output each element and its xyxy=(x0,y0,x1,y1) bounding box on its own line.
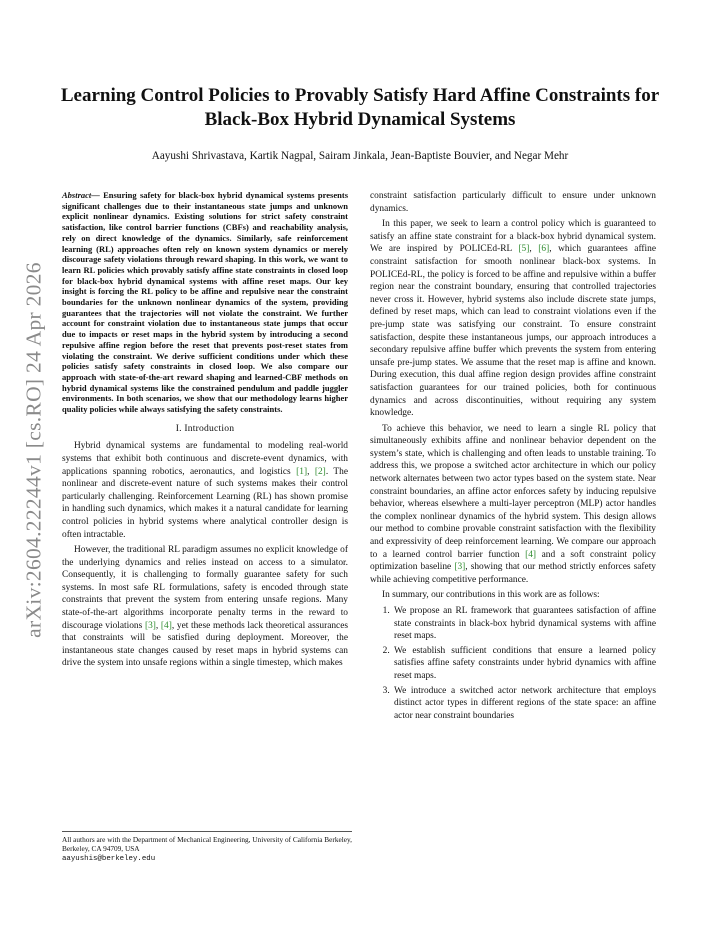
section-heading-introduction: I. Introduction xyxy=(175,422,235,434)
abstract-label: Abstract xyxy=(62,190,92,200)
citation-link[interactable]: [5] xyxy=(518,244,530,255)
abstract xyxy=(62,190,348,415)
paper-title: Learning Control Policies to Provably Satisfy Hard Affine Constraints for Black-Box Hybrid Dynamical Systems xyxy=(60,85,660,130)
contribution-item: 2. We establish sufficient conditions that ensure a learned policy satisfies affine safety constraints under hybrid dynamics with affine reset maps. xyxy=(392,645,656,683)
abstract-text: — Ensuring safety for black-box hybrid dynamical systems presents significant challenges due to their instantaneous state jumps and unknown explicit nonlinear dynamics. Existing solutions for strict safety constraint satisfaction, like control barrier functions (CBFs) and reachability analysis, rely on direct knowledge of the dynamics. Similarly, safe reinforcement learning (RL) approaches often rely on known system dynamics or merely discourage safety violations through reward shaping. In this work, we want to learn RL policies which provably satisfy affine state constraints in closed loop for black-box hybrid dynamical systems with affine reset maps. Our key insight is forcing the RL policy to be affine and repulsive near the constraint boundaries for the unknown nonlinear dynamics of the system, providing guarantees that the trajectories will not violate the constraint. We further account for constraint violation due to instantaneous state jumps that occur due to impacts or reset maps in the hybrid system by introducing a second repulsive affine region before the reset that prevents post-reset states from violating the constraint. We derive sufficient conditions under which these policies satisfy safety constraints in closed loop. We also compare our approach with state-of-the-art reward shaping and learned-CBF methods on hybrid dynamical systems like the constrained pendulum and paddle juggler environments. In both scenarios, we show that our methodology learns higher quality policies while always satisfying the safety constraints. xyxy=(62,190,348,415)
arxiv-identifier xyxy=(14,250,54,650)
citation-link[interactable]: [3] xyxy=(144,620,156,631)
contribution-item: 1. We propose an RL framework that guarantees satisfaction of affine state constraints in black-box hybrid dynamical systems with affine reset maps. xyxy=(392,605,656,643)
intro-paragraph-5: In summary, our contributions in this work are as follows: xyxy=(382,590,600,601)
citation-link[interactable]: [2] xyxy=(314,466,326,477)
footnote xyxy=(62,831,352,864)
left-column xyxy=(62,190,348,673)
contribution-item: 3. We introduce a switched actor network architecture that employs distinct actor types in different regions of the state space: an affine actor near constraint boundaries xyxy=(392,685,656,723)
author-email[interactable]: aayushis@berkeley.edu xyxy=(62,855,156,863)
intro-paragraph-2-continued: constraint satisfaction particularly difficult to ensure under unknown dynamics. xyxy=(370,191,656,214)
intro-paragraph-3: In this paper, we seek to learn a control policy which is guaranteed to satisfy an affine state constraint for a black-box hybrid dynamical system. We are inspired by POLICEd-RL [5], [6], which guarantees affine constraint satisfaction for smooth nonlinear black-box systems. In POLICEd-RL, the policy is forced to be affine and repulsive within a buffer region near the constraint boundary, ensuring that controlled trajectories never cross it. However, hybrid systems also include discrete state jumps, defined by reset maps, which can lead to constraint violations even if the pre-jump state was satisfying our constraint. To ensure constraint satisfaction, despite these instantaneous jumps, our approach introduces a secondary repulsive affine buffer which prevents the system from entering unsafe pre-jump states. We assume that the reset map is affine and known. During execution, this dual affine region design provides affine constraint satisfaction guarantees for our trained policies, both for continuous dynamics and across discontinuities, without requiring any system knowledge. xyxy=(370,219,656,419)
intro-paragraph-4: To achieve this behavior, we need to learn a single RL policy that simultaneously exhibits affine and nonlinear behavior dependent on the system’s state, which is challenging and often leads to unstable training. To address this, we propose a switched actor architecture in which our policy network alternates between two actor types based on the system state. Near constraint boundaries, an affine actor enforces safety by inducing repulsive behavior, whereas elsewhere a multi-layer perceptron (MLP) actor handles the complex nonlinear dynamics of the hybrid system. This design allows our method to combine provable constraint satisfaction with the flexibility and expressivity of deep reinforcement learning. We compare our approach to a learned control barrier function [4] and a soft constraint policy optimization baseline [3], showing that our method strictly enforces safety while achieving competitive performance. xyxy=(370,423,656,585)
arxiv-id-text: arXiv:2604.22244v1 [cs.RO] 24 Apr 2026 xyxy=(21,262,46,638)
citation-link[interactable]: [4] xyxy=(525,549,537,560)
citation-link[interactable]: [4] xyxy=(160,620,172,631)
affiliation-text: All authors are with the Department of Mechanical Engineering, University of California Berkeley, Berkeley, CA 94709, USA xyxy=(62,835,352,853)
citation-link[interactable]: [6] xyxy=(538,244,550,255)
author-list: Aayushi Shrivastava, Kartik Nagpal, Sairam Jinkala, Jean-Baptiste Bouvier, and Negar Mehr xyxy=(151,150,569,162)
citation-link[interactable]: [3] xyxy=(454,562,466,573)
contributions-list xyxy=(370,605,656,722)
citation-link[interactable]: [1] xyxy=(296,466,308,477)
right-column xyxy=(370,190,656,724)
intro-paragraph-1: Hybrid dynamical systems are fundamental to modeling real-world systems that exhibit both continuous and discrete-event dynamics, with applications spanning robotics, aeronautics, and logistics [1], [2]. The nonlinear and discrete-event nature of such systems makes their control particularly challenging. Reinforcement Learning (RL) has shown promise in handling such dynamics, which makes it a natural candidate for learning control policies in hybrid systems where analytical controller design is often intractable. xyxy=(62,441,348,540)
intro-paragraph-2: However, the traditional RL paradigm assumes no explicit knowledge of the underlying dynamics and relies instead on access to a simulator. Consequently, it is challenging to formally guarantee safety for such systems. In most safe RL formulations, safety is encoded through state constraints that prevent the system from entering unsafe regions. Many state-of-the-art algorithms incorporate penalty terms in the reward to discourage violations [3], [4], yet these methods lack theoretical assurances that constraints will be satisfied during deployment. Moreover, the instantaneous state changes caused by reset maps in hybrid systems can drive the system into unsafe regions within a single timestep, which makes xyxy=(62,545,349,669)
